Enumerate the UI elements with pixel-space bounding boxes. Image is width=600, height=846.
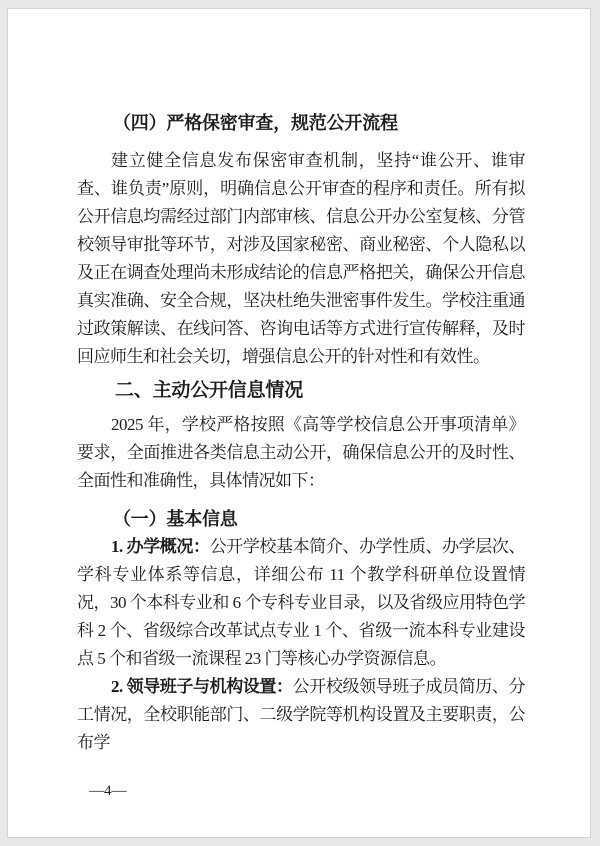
heading-section-4: （四）严格保密审查，规范公开流程 (113, 113, 398, 133)
heading-part-2: 二、主动公开信息情况 (115, 380, 304, 401)
page-number: —4— (89, 783, 127, 799)
item-2-body: 公开校级领导班子成员简历、分工情况，全校职能部门、二级学院等机构设置及主要职责，公布学 (77, 677, 526, 752)
paragraph-secrecy-review: 建立健全信息发布保密审查机制，坚持“谁公开、谁审查、谁负责”原则，明确信息公开审查的程序和责任。所有拟公开信息均需经过部门内部审核、信息公开办公室复核、分管校领导审批等环节，对涉及国家秘密、商业秘密、个人隐私以及正在调查处理尚未形成结论的信息严格把关，确保公开信息真实准确、安全合规，坚决杜绝失泄密事件发生。学校注重通过政策解读、在线问答、咨询电话等方式进行宣传解释，及时回应师生和社会关切，增强信息公开的针对性和有效性。 (77, 151, 525, 366)
document-page (7, 8, 591, 838)
item-1-body: 公开学校基本简介、办学性质、办学层次、学科专业体系等信息，详细公布 11 个教学科研单位设置情况，30 个本科专业和 6 个专科专业目录，以及省级应用特色学科 2 个、省级综合改革试点专业 1 个、省级一流本科专业建设点 5 个和省级一流课程 23 门等核心办学资源信息。 (77, 537, 525, 668)
paragraph-item-1 (77, 533, 525, 673)
item-1-lead: 1. 办学概况： (111, 537, 210, 556)
heading-section-1: （一）基本信息 (113, 509, 238, 529)
item-2-lead: 2. 领导班子与机构设置： (111, 677, 293, 696)
paragraph-overview-2025: 2025 年，学校严格按照《高等学校信息公开事项清单》要求，全面推进各类信息主动公开，确保信息公开的及时性、全面性和准确性，具体情况如下： (77, 415, 525, 490)
paragraph-item-2 (77, 673, 525, 757)
